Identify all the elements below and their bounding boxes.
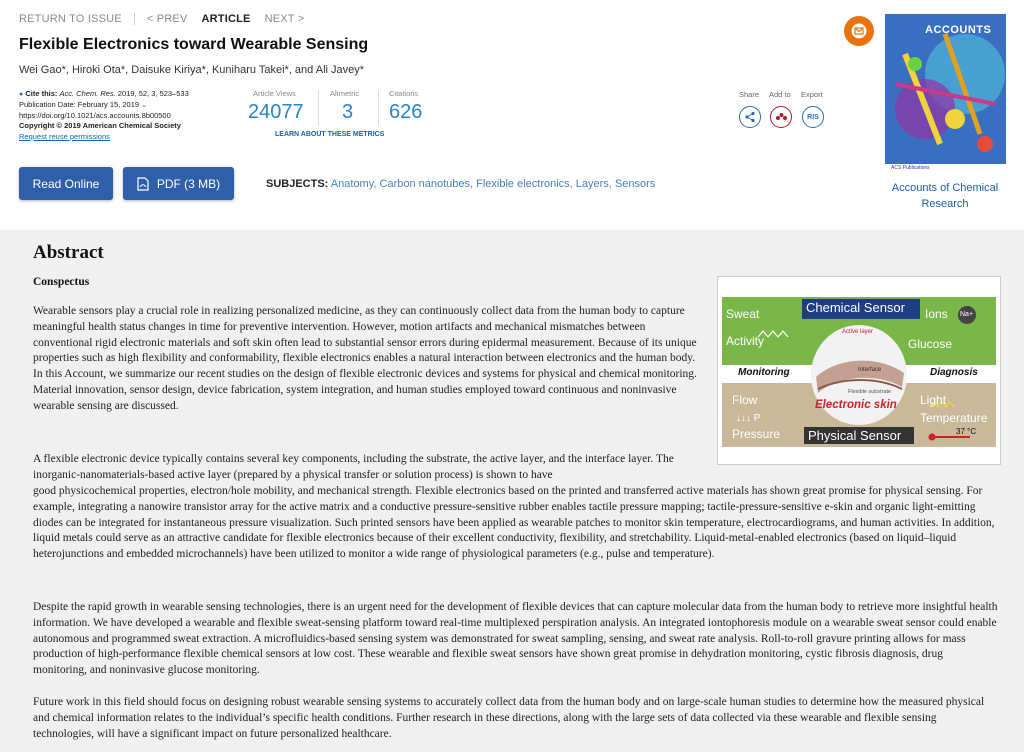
- toc-interface: Interface: [858, 367, 882, 373]
- share-button[interactable]: [739, 106, 761, 128]
- cover-publisher: ACS Publications: [891, 165, 930, 171]
- journal-cover-image[interactable]: [885, 14, 1006, 176]
- views-value: 24077: [248, 101, 304, 123]
- toc-flow: Flow: [732, 393, 758, 407]
- abstract-paragraph: A flexible electronic device typically contains several key components, including the substrate, the active layer, and the interface layer. The inorganic-nanomaterials-based active layer (prepared by a physical transfer or solution process) is shown to have: [33, 453, 674, 481]
- add-to-label: Add to: [769, 90, 791, 99]
- pdf-button[interactable]: [123, 167, 234, 200]
- altmetric-label: Altmetric: [330, 89, 360, 98]
- toc-activity: Activity: [726, 334, 765, 348]
- toc-electronic-skin: Electronic skin: [815, 399, 897, 411]
- abstract-heading: Abstract: [33, 242, 104, 263]
- subjects-values[interactable]: Anatomy, Carbon nanotubes, Flexible electronics, Layers, Sensors: [330, 178, 656, 190]
- toc-light: Light: [920, 393, 947, 407]
- email-alert-button[interactable]: [844, 16, 874, 46]
- citations-label: Citations: [389, 89, 419, 98]
- altmetric-metric[interactable]: [330, 89, 359, 124]
- conspectus-heading: Conspectus: [33, 276, 90, 288]
- chevron-down-icon[interactable]: ⌄: [141, 100, 148, 110]
- article-nav: [19, 13, 304, 25]
- toc-ions: Ions: [925, 307, 948, 321]
- mendeley-icon: [775, 111, 788, 123]
- export-ris-button[interactable]: RIS: [802, 106, 824, 128]
- mail-icon: [851, 23, 867, 39]
- article-tab: ARTICLE: [201, 13, 251, 25]
- metric-divider: [378, 90, 379, 126]
- toc-na: Na+: [960, 311, 974, 318]
- views-metric: [248, 89, 304, 124]
- toc-glucose: Glucose: [908, 337, 953, 351]
- quote-icon: ●: [19, 91, 24, 98]
- toc-temperature: Temperature: [920, 411, 988, 425]
- citation-block: [19, 89, 239, 142]
- toc-substrate: Flexible substrate: [848, 389, 892, 395]
- toc-physical-sensor: Physical Sensor: [808, 428, 902, 443]
- cite-label[interactable]: Cite this:: [25, 89, 58, 98]
- export-label: Export: [801, 90, 823, 99]
- pdf-label: PDF (3 MB): [156, 176, 221, 191]
- toc-p-arrows: ↓↓↓ P: [736, 413, 761, 424]
- cover-art: [885, 14, 1006, 176]
- next-link[interactable]: NEXT >: [264, 13, 305, 25]
- subjects-label: SUBJECTS:: [266, 178, 329, 190]
- cite-ref: 2019, 52, 3, 523–533: [117, 89, 189, 98]
- pdf-icon: [137, 177, 149, 191]
- article-header: [0, 0, 1024, 230]
- publication-date: Publication Date: February 15, 2019: [19, 100, 140, 110]
- page-title: Flexible Electronics toward Wearable Sensing: [19, 36, 369, 53]
- toc-chemical-sensor: Chemical Sensor: [806, 300, 905, 315]
- share-icon: [744, 111, 756, 123]
- toc-monitoring: Monitoring: [738, 367, 790, 378]
- citations-value: 626: [389, 101, 423, 123]
- copyright: Copyright © 2019 American Chemical Society: [19, 121, 181, 131]
- journal-name-link[interactable]: Accounts of Chemical Research: [891, 182, 999, 210]
- doi-link[interactable]: https://doi.org/10.1021/acs.accounts.8b00500: [19, 110, 171, 120]
- author-list[interactable]: Wei Gao*, Hiroki Ota*, Daisuke Kiriya*, Kuniharu Takei*, and Ali Javey*: [19, 64, 365, 76]
- altmetric-value: 3: [342, 101, 354, 123]
- reuse-permissions-link[interactable]: Request reuse permissions: [19, 131, 110, 141]
- return-to-issue-link[interactable]: RETURN TO ISSUE: [19, 13, 122, 25]
- toc-temp-value: 37 °C: [956, 427, 977, 436]
- share-label: Share: [739, 90, 760, 99]
- abstract-paragraph: Future work in this field should focus on designing robust wearable sensing systems to accurately collect data from the human body and on large-scale human studies to determine how the measured physical and chemical information relates to the individual’s specific health conditions. Further research in these directions, along with the large sets of data collected via these wearable and flexible sensing technologies, will have a significant impact on future personalized healthcare.: [33, 696, 985, 740]
- learn-metrics-link[interactable]: LEARN ABOUT THESE METRICS: [275, 131, 385, 138]
- subjects: [266, 178, 655, 190]
- add-to-button[interactable]: [770, 106, 792, 128]
- citations-metric[interactable]: [389, 89, 422, 124]
- cite-journal: Acc. Chem. Res.: [59, 89, 116, 98]
- nav-divider: [134, 13, 135, 25]
- abstract-paragraph: Wearable sensors play a crucial role in realizing personalized medicine, as they can continuously collect data from the human body to capture meaningful health status changes in time for preventive intervention. However, motion artifacts and mechanical mismatches between conventional rigid electronic materials and soft skin often lead to substantial sensor errors during epidermal measurement. Because of its unique properties such as high flexibility and conformability, flexible electronics enables a natural interaction between electronics and the human body. In this Account, we summarize our recent studies on the design of flexible electronic devices and systems for physical and chemical monitoring. Material innovation, sensor design, device fabrication, system integration, and human studies employed toward continuous and noninvasive wearable sensing are discussed.: [33, 305, 697, 412]
- prev-link[interactable]: < PREV: [146, 13, 188, 25]
- toc-active-layer: Active layer: [842, 329, 874, 335]
- toc-pressure: Pressure: [732, 427, 781, 441]
- toc-sweat: Sweat: [726, 307, 760, 321]
- abstract-paragraph: good physicochemical properties, electron/hole mobility, and mechanical strength. Flexible electronics based on the printed and transferred active materials has shown great promise for physical sensing. For example, integrating a nanowire transistor array for the active matrix and a conductive pressure-sensitive rubber enables tactile pressure mapping; tactile-pressure-sensitive e-skin and organic light-emitting diodes can be integrated for instantaneous pressure visualization. Such printed sensors have been applied as wearable patches to monitor skin temperature, electrocardiograms, and human activities. In addition, liquid metals could serve as an attractive candidate for flexible electronics because of their excellent conductivity, flexibility, and stretchability. Liquid-metal-enabled electronics (based on liquid–liquid heterojunctions and embedded microchannels) have been utilized to monitor a wide range of physiological parameters (e.g., pulse and temperature).: [33, 485, 995, 561]
- toc-diagnosis: Diagnosis: [930, 367, 978, 378]
- views-label: Article Views: [253, 89, 296, 98]
- read-online-button[interactable]: Read Online: [19, 167, 113, 200]
- toc-graphic[interactable]: [717, 276, 1001, 465]
- metric-divider: [318, 90, 319, 126]
- abstract-paragraph: Despite the rapid growth in wearable sensing technologies, there is an urgent need for the development of flexible devices that can capture molecular data from the human body to retrieve more insightful health information. We have developed a wearable and flexible sweat-sensing platform toward real-time multiplexed perspiration analysis. An integrated iontophoresis module on a wearable sweat sensor could enable autonomous and programmed sweat extraction. A microfluidics-based sensing system was demonstrated for sweat sampling, sensing, and sweat rate analysis. Roll-to-roll gravure printing allows for mass production of high-performance flexible chemical sensors at low cost. These wearable and flexible sweat sensors have shown great promise in dehydration monitoring, cystic fibrosis diagnosis, drug monitoring, and noninvasive glucose monitoring.: [33, 601, 998, 677]
- cover-brand: ACCOUNTS: [925, 24, 992, 36]
